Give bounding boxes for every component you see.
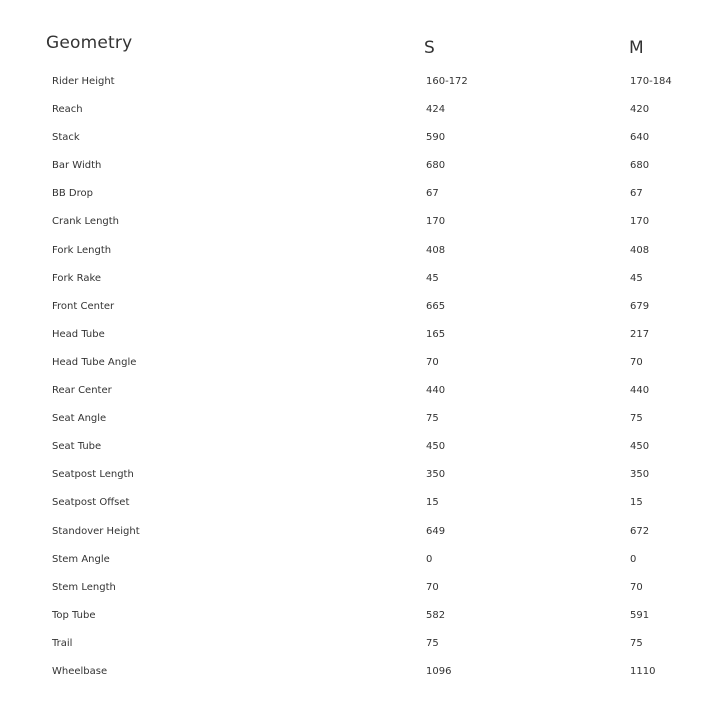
table-row	[0, 574, 720, 602]
value-size-s: 70	[426, 356, 439, 368]
value-size-s: 590	[426, 132, 446, 144]
row-label: Seat Angle	[52, 413, 107, 425]
column-header-s: S	[424, 38, 435, 58]
value-size-s: 0	[426, 553, 433, 565]
table-body	[0, 68, 720, 686]
table-row	[0, 208, 720, 236]
table-row	[0, 602, 720, 630]
value-size-s: 75	[426, 637, 439, 649]
value-size-m: 1110	[630, 665, 656, 677]
row-label: Rear Center	[52, 385, 112, 397]
row-label: Seatpost Offset	[52, 497, 130, 509]
row-label: Top Tube	[52, 609, 96, 621]
value-size-m: 67	[630, 188, 643, 200]
table-row	[0, 461, 720, 489]
value-size-s: 75	[426, 413, 439, 425]
value-size-m: 408	[630, 244, 650, 256]
value-size-s: 440	[426, 385, 446, 397]
row-label: Fork Rake	[52, 272, 102, 284]
table-row	[0, 265, 720, 293]
value-size-s: 665	[426, 300, 446, 312]
value-size-s: 45	[426, 272, 439, 284]
table-row	[0, 546, 720, 574]
row-label: Fork Length	[52, 244, 112, 256]
table-row	[0, 68, 720, 96]
value-size-s: 67	[426, 188, 439, 200]
row-label: Reach	[52, 104, 83, 116]
row-label: Stem Length	[52, 581, 116, 593]
row-label: Head Tube	[52, 328, 105, 340]
row-label: Standover Height	[52, 525, 140, 537]
table-row	[0, 630, 720, 658]
value-size-s: 160-172	[426, 76, 468, 87]
row-label: Wheelbase	[52, 665, 108, 677]
value-size-m: 170	[630, 216, 650, 228]
value-size-s: 408	[426, 244, 446, 256]
table-row	[0, 377, 720, 405]
table-row	[0, 293, 720, 321]
row-label: Stem Angle	[52, 553, 110, 565]
table-title: Geometry	[46, 33, 133, 53]
value-size-m: 45	[630, 272, 643, 284]
table-row	[0, 349, 720, 377]
table-row	[0, 321, 720, 349]
table-row	[0, 180, 720, 208]
table-row	[0, 405, 720, 433]
row-label: Rider Height	[52, 76, 115, 87]
value-size-m: 350	[630, 469, 650, 481]
row-label: Crank Length	[52, 216, 120, 228]
value-size-m: 591	[630, 609, 650, 621]
value-size-s: 1096	[426, 665, 452, 677]
value-size-m: 672	[630, 525, 650, 537]
row-label: Trail	[52, 637, 73, 649]
table-row	[0, 124, 720, 152]
row-label: Bar Width	[52, 160, 102, 172]
table-row	[0, 96, 720, 124]
value-size-s: 649	[426, 525, 446, 537]
value-size-m: 217	[630, 328, 650, 340]
table-row	[0, 518, 720, 546]
table-row	[0, 152, 720, 180]
column-header-m: M	[629, 38, 644, 58]
value-size-m: 679	[630, 300, 650, 312]
value-size-m: 680	[630, 160, 650, 172]
table-row	[0, 489, 720, 517]
value-size-m: 75	[630, 413, 643, 425]
value-size-m: 440	[630, 385, 650, 397]
value-size-m: 450	[630, 441, 650, 453]
row-label: Stack	[52, 132, 80, 144]
value-size-m: 70	[630, 581, 643, 593]
row-label: Seatpost Length	[52, 469, 134, 481]
value-size-s: 582	[426, 609, 446, 621]
row-label: BB Drop	[52, 188, 93, 200]
value-size-s: 170	[426, 216, 446, 228]
value-size-m: 0	[630, 553, 637, 565]
row-label: Seat Tube	[52, 441, 102, 453]
value-size-m: 640	[630, 132, 650, 144]
value-size-s: 15	[426, 497, 439, 509]
table-row	[0, 433, 720, 461]
value-size-s: 424	[426, 104, 446, 116]
table-row	[0, 658, 720, 686]
value-size-s: 350	[426, 469, 446, 481]
row-label: Front Center	[52, 300, 115, 312]
row-label: Head Tube Angle	[52, 356, 137, 368]
value-size-m: 170-184	[630, 76, 672, 87]
value-size-s: 680	[426, 160, 446, 172]
value-size-s: 450	[426, 441, 446, 453]
value-size-m: 75	[630, 637, 643, 649]
value-size-m: 420	[630, 104, 650, 116]
value-size-s: 70	[426, 581, 439, 593]
value-size-s: 165	[426, 328, 446, 340]
value-size-m: 70	[630, 356, 643, 368]
table-row	[0, 237, 720, 265]
value-size-m: 15	[630, 497, 643, 509]
